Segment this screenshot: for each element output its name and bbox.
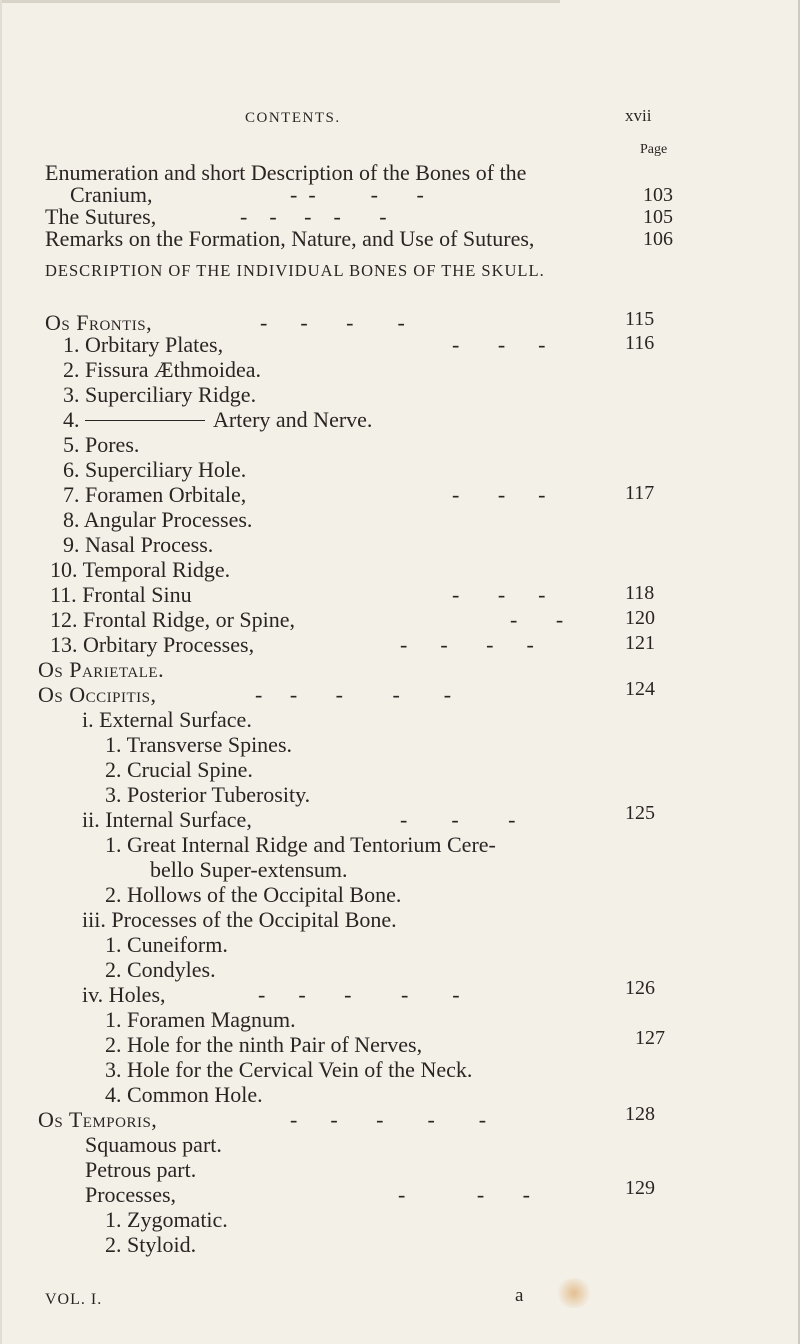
leader-dashes: - - - - -	[240, 204, 387, 229]
page-number: 118	[625, 582, 655, 604]
page-number: 126	[625, 977, 655, 999]
list-item: 10. Temporal Ridge.	[50, 557, 231, 582]
page-left-edge	[0, 0, 2, 1344]
subsection-internal-surface: ii. Internal Surface,	[82, 807, 252, 832]
page-number: 116	[625, 332, 655, 354]
list-item: 2. Fissura Æthmoidea.	[63, 357, 261, 382]
page-number: 125	[625, 802, 655, 824]
list-item: Processes,	[85, 1182, 177, 1207]
toc-entry-os-parietale: Os Parietale.	[38, 657, 165, 682]
leader-dashes: - - -	[452, 482, 546, 507]
list-item: Petrous part.	[85, 1157, 197, 1182]
leader-dashes: - - - - -	[290, 1107, 487, 1132]
list-item: 2. Crucial Spine.	[105, 757, 253, 782]
leader-dashes: - - -	[452, 332, 546, 357]
list-item: 8. Angular Processes.	[63, 507, 253, 532]
page-number: 117	[625, 482, 655, 504]
page-number: 128	[625, 1103, 655, 1125]
page-number: 103	[643, 184, 673, 206]
page-column-label: Page	[640, 142, 668, 157]
list-item: 12. Frontal Ridge, or Spine,	[50, 607, 296, 632]
leader-dashes: - - - -	[400, 632, 534, 657]
list-item: 4. Common Hole.	[105, 1082, 263, 1107]
toc-entry-os-temporis: Os Temporis,	[38, 1107, 158, 1132]
leader-dashes: - - -	[400, 807, 516, 832]
list-item: 5. Pores.	[63, 432, 140, 457]
list-item: 7. Foramen Orbitale,	[63, 482, 247, 507]
list-item: 2. Hole for the ninth Pair of Nerves,	[105, 1032, 423, 1057]
leader-dashes: - - - -	[260, 310, 405, 335]
leader-dashes: - - -	[452, 582, 546, 607]
list-item: 1. Transverse Spines.	[105, 732, 293, 757]
list-item: 11. Frontal Sinu	[50, 582, 192, 607]
list-item-continuation: bello Super-extensum.	[150, 857, 348, 882]
section-heading: DESCRIPTION OF THE INDIVIDUAL BONES OF THE SKULL.	[45, 261, 545, 280]
list-item: 1. Cuneiform.	[105, 932, 228, 957]
toc-entry-os-occipitis: Os Occipitis,	[38, 682, 157, 707]
toc-entry-enumeration: Enumeration and short Description of the Bones of the	[45, 160, 527, 185]
list-item: 3. Superciliary Ridge.	[63, 382, 257, 407]
list-item: 3. Posterior Tuberosity.	[105, 782, 311, 807]
ink-stain	[555, 1278, 593, 1308]
leader-dashes: - - -	[398, 1182, 530, 1207]
list-item: Squamous part.	[85, 1132, 222, 1157]
page-number: 105	[643, 206, 673, 228]
subsection-external-surface: i. External Surface.	[82, 707, 252, 732]
list-item: 1. Orbitary Plates,	[63, 332, 224, 357]
page-number: 124	[625, 678, 655, 700]
running-header-title: CONTENTS.	[245, 110, 341, 126]
list-item: 9. Nasal Process.	[63, 532, 214, 557]
list-item: 2. Hollows of the Occipital Bone.	[105, 882, 402, 907]
running-header-page-number: xvii	[625, 106, 652, 125]
list-item: 1. Zygomatic.	[105, 1207, 228, 1232]
list-item: 2. Styloid.	[105, 1232, 197, 1257]
toc-entry-cranium: Cranium,	[70, 182, 153, 207]
list-item: 2. Condyles.	[105, 957, 216, 982]
leader-dashes: - - - - -	[258, 982, 460, 1007]
page-number: 120	[625, 607, 655, 629]
list-item: 4. Artery and Nerve.	[63, 407, 373, 432]
toc-entry-os-frontis: Os Frontis,	[45, 310, 153, 335]
page-number: 127	[635, 1027, 665, 1049]
subsection-processes: iii. Processes of the Occipital Bone.	[82, 907, 397, 932]
footer-volume: VOL. I.	[45, 1291, 103, 1308]
leader-dashes: - -	[510, 607, 564, 632]
leader-dashes: - - - -	[290, 182, 424, 207]
toc-entry-sutures: The Sutures,	[45, 204, 157, 229]
list-item: 13. Orbitary Processes,	[50, 632, 255, 657]
page-number: 115	[625, 308, 655, 330]
list-item: 1. Foramen Magnum.	[105, 1007, 296, 1032]
leader-dashes: - - - - -	[255, 682, 452, 707]
ditto-rule	[85, 420, 205, 421]
page-number: 121	[625, 632, 655, 654]
subsection-holes: iv. Holes,	[82, 982, 166, 1007]
page-number: 129	[625, 1177, 655, 1199]
page-number: 106	[643, 228, 673, 250]
list-item: 1. Great Internal Ridge and Tentorium Cere-	[105, 832, 496, 857]
toc-entry-remarks-sutures: Remarks on the Formation, Nature, and Use of Sutures,	[45, 226, 535, 251]
signature-mark: a	[515, 1285, 524, 1306]
list-item: 6. Superciliary Hole.	[63, 457, 247, 482]
page-top-edge	[0, 0, 560, 3]
list-item: 3. Hole for the Cervical Vein of the Neck.	[105, 1057, 473, 1082]
